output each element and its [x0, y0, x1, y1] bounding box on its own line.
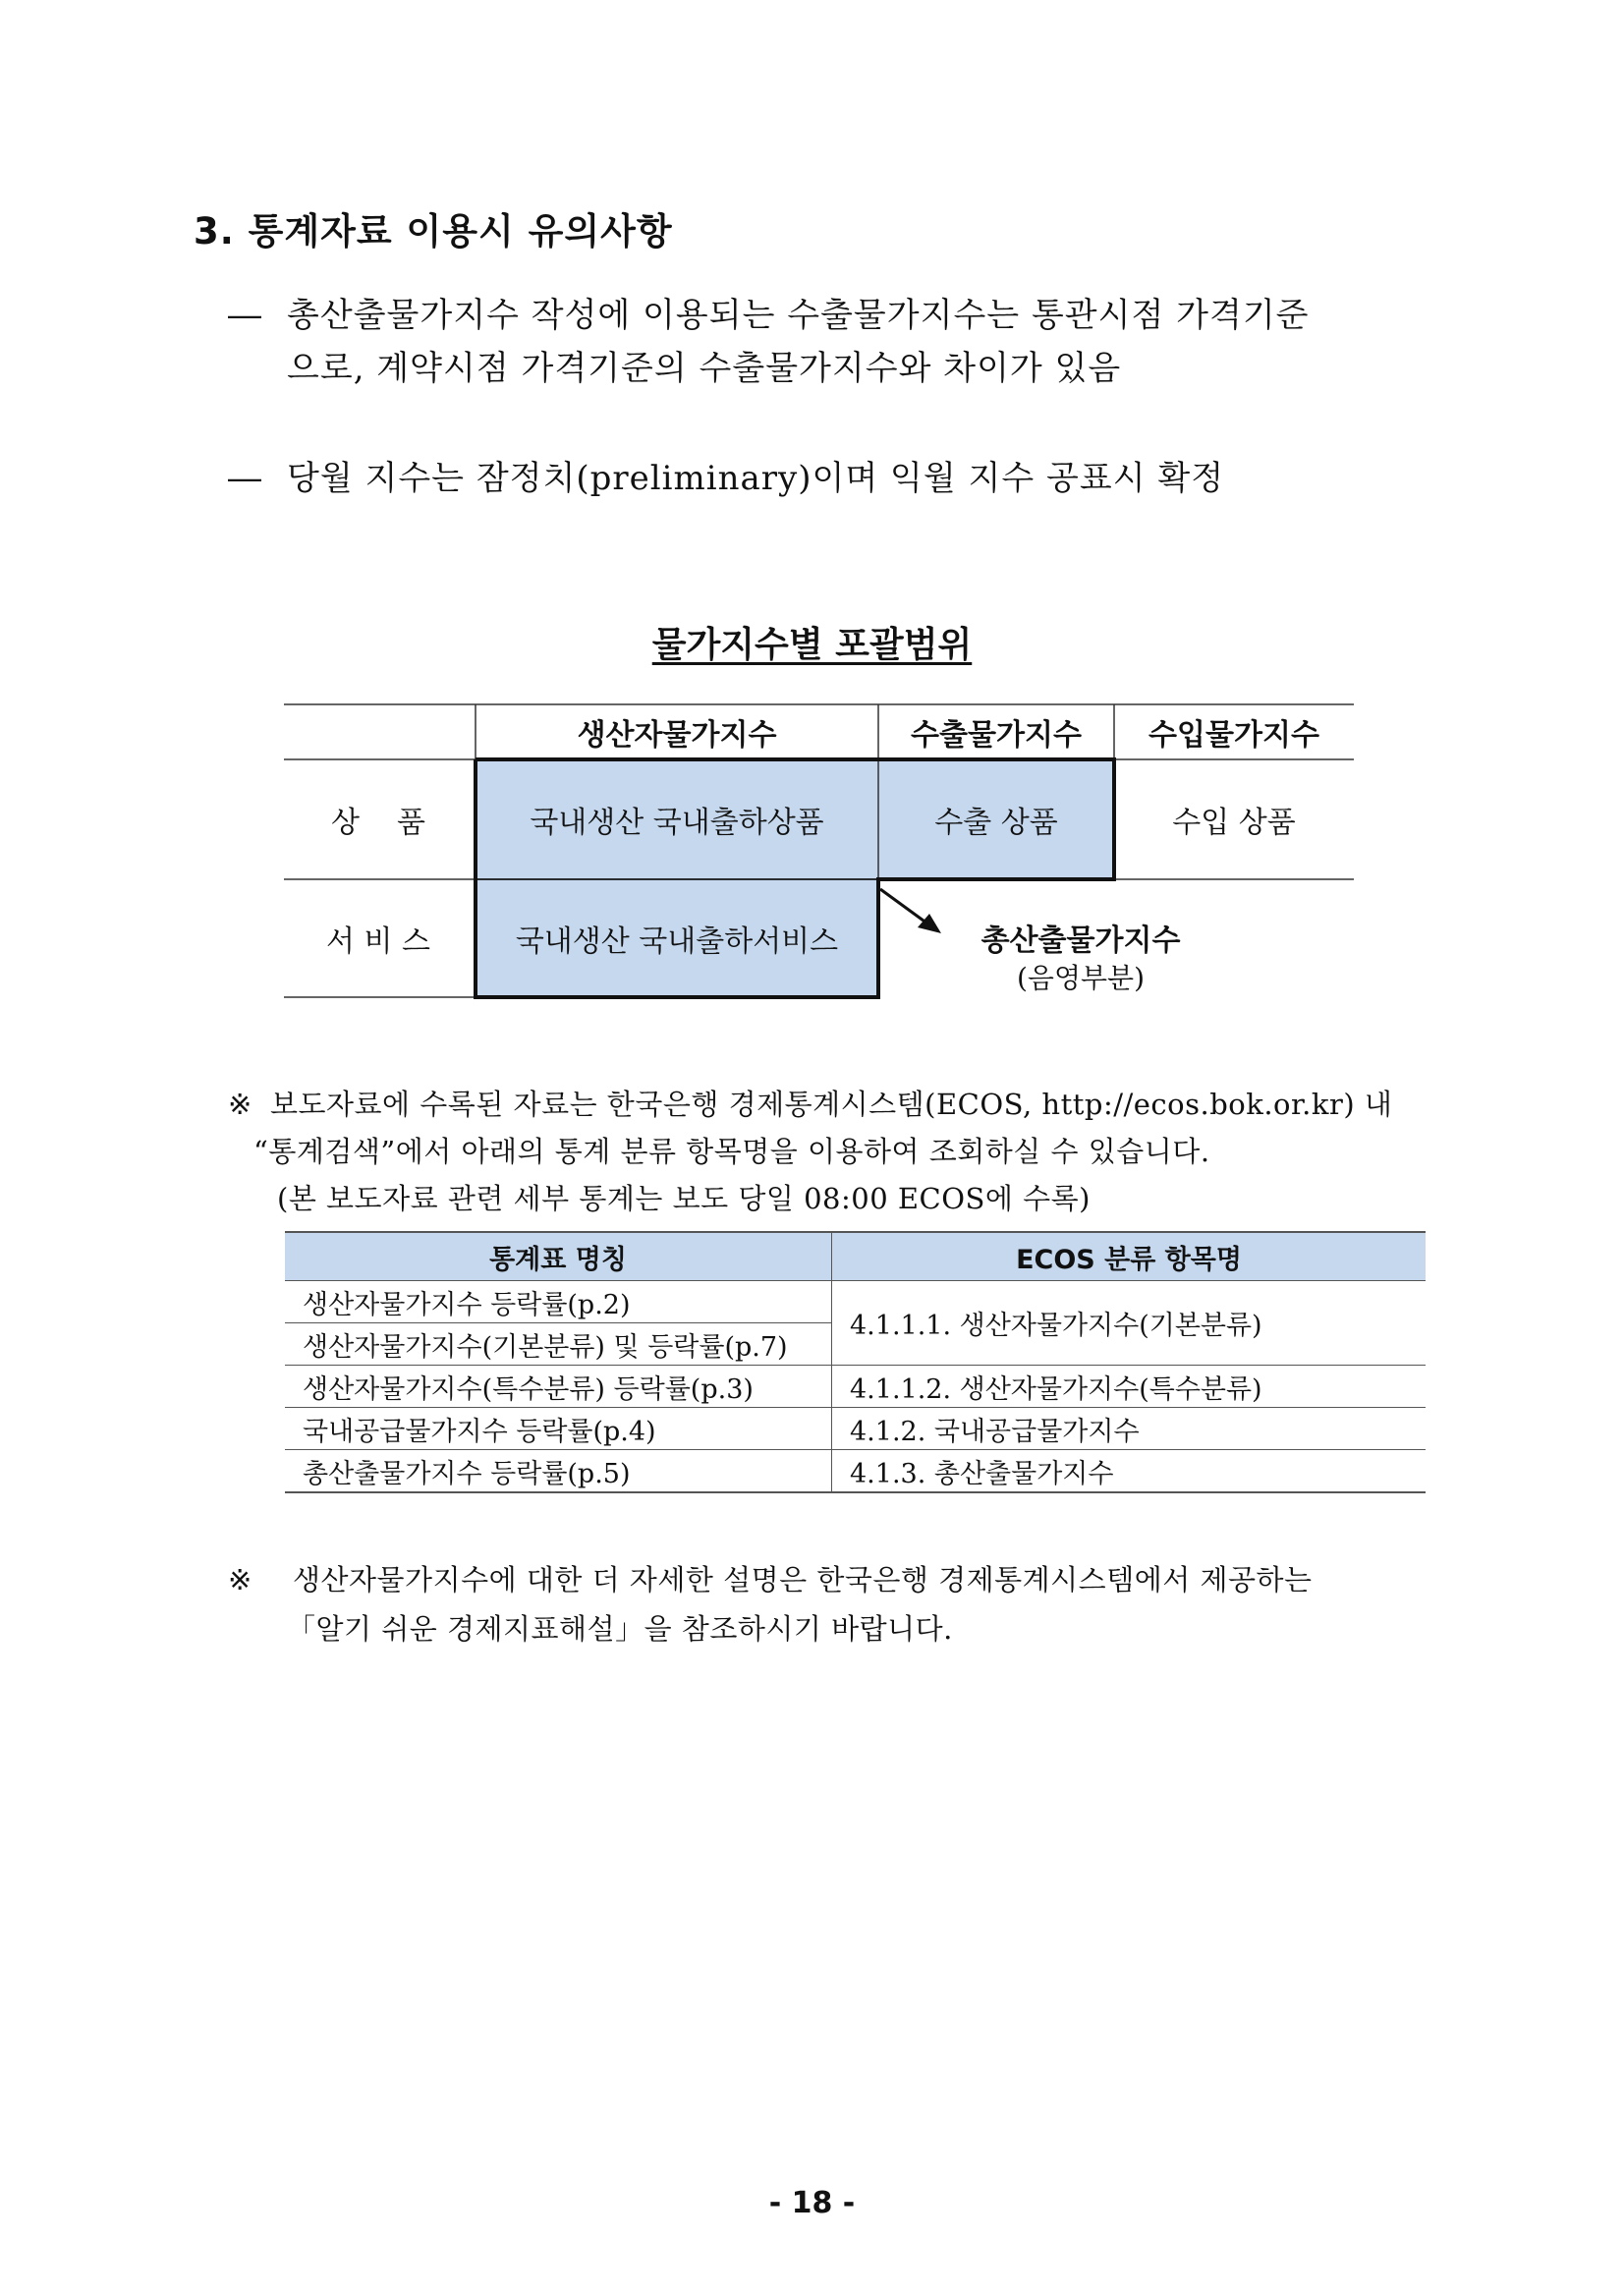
ecos-header-row: [285, 1232, 1426, 1281]
callout-subtitle: (음영부분): [1016, 962, 1146, 994]
bullet-1-line1: 총산출물가지수 작성에 이용되는 수출물가지수는 통관시점 가격기준: [287, 296, 1310, 335]
bullet-1-line2: 으로, 계약시점 가격기준의 수출물가지수와 차이가 있음: [287, 349, 1122, 388]
table-row: [285, 1450, 1426, 1493]
table-row: [285, 1281, 1426, 1323]
ecos-cell-code: 4.1.2. 국내공급물가지수: [832, 1408, 1427, 1450]
table-row: [285, 1366, 1426, 1408]
scope-header-ppi: 생산자물가지수: [577, 718, 777, 753]
note-1-mark: ※: [228, 1088, 252, 1121]
scope-cell-import-goods: 수입 상품: [1172, 806, 1296, 840]
ecos-cell-name: 생산자물가지수(기본분류) 및 등락률(p.7): [285, 1323, 832, 1366]
page-number: - 18 -: [768, 2186, 856, 2220]
scope-cell-domestic-goods: 국내생산 국내출하상품: [530, 806, 824, 840]
scope-cell-domestic-services: 국내생산 국내출하서비스: [515, 924, 839, 959]
scope-title-text: 물가지수별 포괄범위: [651, 625, 973, 665]
note-2-line2: 「알기 쉬운 경제지표해설」을 참조하시기 바랍니다.: [287, 1612, 953, 1646]
note-1-line3: (본 보도자료 관련 세부 통계는 보도 당일 08:00 ECOS에 수록): [277, 1182, 1091, 1215]
table-row: [285, 1408, 1426, 1450]
section-title: 3. 통계자료 이용시 유의사항: [194, 210, 673, 252]
ecos-header-name: 통계표 명칭: [285, 1232, 832, 1281]
note-1-line1: 보도자료에 수록된 자료는 한국은행 경제통계시스템(ECOS, http://ecos.bok.or.kr) 내: [270, 1088, 1393, 1121]
scope-header-import: 수입물가지수: [1148, 718, 1319, 753]
ecos-cell-name: 생산자물가지수(특수분류) 등락률(p.3): [285, 1366, 832, 1408]
scope-row-goods-label: 상 품: [330, 806, 426, 840]
note-1-line2: “통계검색”에서 아래의 통계 분류 항목명을 이용하여 조회하실 수 있습니다.: [253, 1135, 1210, 1168]
ecos-table: [285, 1231, 1426, 1493]
ecos-cell-name: 총산출물가지수 등락률(p.5): [285, 1450, 832, 1493]
ecos-cell-code: 4.1.3. 총산출물가지수: [832, 1450, 1427, 1493]
callout-arrow-head: [918, 914, 941, 933]
dash-mark: ―: [228, 296, 262, 335]
note-2-line1: 생산자물가지수에 대한 더 자세한 설명은 한국은행 경제통계시스템에서 제공하는: [293, 1563, 1313, 1596]
ecos-header-code: ECOS 분류 항목명: [832, 1232, 1427, 1281]
callout-title: 총산출물가지수: [980, 924, 1181, 958]
ecos-cell-name: 생산자물가지수 등락률(p.2): [285, 1281, 832, 1323]
dash-mark: ―: [228, 459, 262, 498]
note-2-mark: ※: [228, 1563, 252, 1596]
bullet-2-line1: 당월 지수는 잠정치(preliminary)이며 익월 지수 공표시 확정: [287, 459, 1225, 498]
scope-row-services-label: 서 비 스: [325, 924, 430, 959]
scope-cell-export-goods: 수출 상품: [934, 806, 1058, 840]
scope-header-export: 수출물가지수: [911, 718, 1082, 753]
ecos-cell-code: 4.1.1.1. 생산자물가지수(기본분류): [832, 1281, 1427, 1366]
ecos-cell-code: 4.1.1.2. 생산자물가지수(특수분류): [832, 1366, 1427, 1408]
ecos-cell-name: 국내공급물가지수 등락률(p.4): [285, 1408, 832, 1450]
callout-arrow-line: [880, 889, 927, 924]
